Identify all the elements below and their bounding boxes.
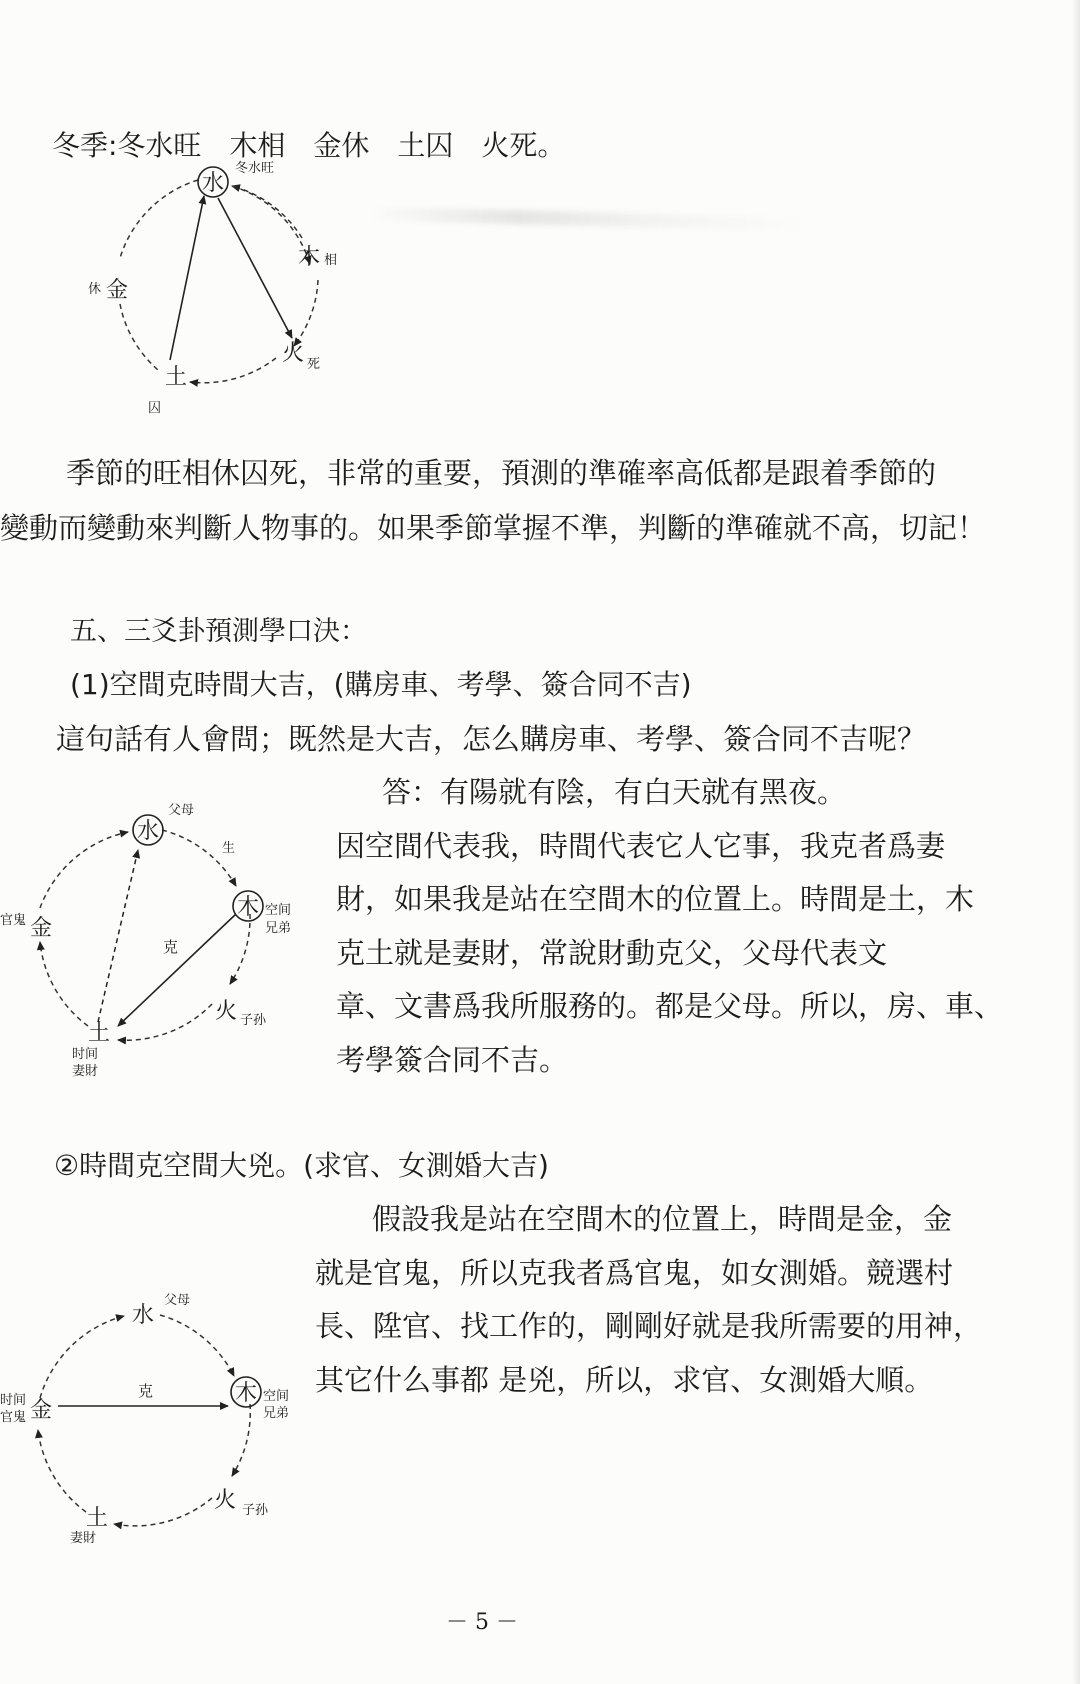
- rule1-body-1: 因空間代表我，時間代表它人它事，我克者爲妻: [336, 829, 946, 863]
- arc-earth-metal: [40, 942, 88, 1026]
- arc-metal-water: [40, 1316, 124, 1398]
- arc-water-wood: [162, 830, 236, 886]
- earth-label-wealth: 妻財: [72, 1064, 99, 1079]
- fire-label: 子孙: [242, 1503, 269, 1518]
- wood-char: 木: [234, 1381, 258, 1406]
- earth-label: 妻財: [70, 1531, 97, 1546]
- wood-label-brothers: 兄弟: [263, 1406, 290, 1421]
- water-char: 水: [136, 819, 160, 844]
- arrow-water-fire: [218, 198, 292, 338]
- wood-label: 相: [324, 253, 338, 268]
- metal-char: 金: [30, 916, 53, 941]
- wood-label-space: 空间: [263, 1389, 290, 1404]
- sheng-label: 生: [222, 841, 236, 856]
- winter-cycle-diagram: [80, 160, 360, 420]
- rule1-answer: 答：有陽就有陰，有白天就有黑夜。: [382, 775, 847, 809]
- arc-fire-earth: [118, 1004, 212, 1040]
- wood-char: 木: [236, 895, 260, 920]
- arc-water-wood: [120, 180, 198, 258]
- rule1-body-2: 財，如果我是站在空間木的位置上。時間是土，木: [336, 882, 975, 916]
- arc-wood-fire: [232, 1404, 250, 1476]
- arc-fire-earth: [114, 1498, 212, 1526]
- metal-label: 休: [88, 282, 102, 297]
- rule1-body-5: 考學簽合同不吉。: [336, 1043, 569, 1077]
- rule2-body-3: 長、陞官、找工作的，剛剛好就是我所需要的用神，: [315, 1309, 983, 1343]
- arrow-earth-water: [170, 196, 204, 360]
- winter-heading: 冬季:冬水旺 木相 金休 土囚 火死。: [52, 129, 566, 162]
- rule1-body-3: 克土就是妻財，常說財動克父，父母代表文: [336, 936, 888, 970]
- earth-label-time: 时间: [72, 1047, 99, 1062]
- water-label: 冬水旺: [235, 161, 275, 176]
- rule2-body-1: 假設我是站在空間木的位置上，時間是金，金: [372, 1202, 953, 1236]
- earth-char: 土: [86, 1506, 109, 1531]
- earth-char: 土: [165, 365, 188, 390]
- wood-label-space: 空间: [265, 903, 292, 918]
- fire-char: 火: [214, 1488, 237, 1513]
- fire-char: 火: [282, 341, 305, 366]
- arc-earth-metal: [190, 358, 276, 383]
- rule2-body-2: 就是官鬼，所以克我者爲官鬼，如女測婚。競選村: [315, 1256, 954, 1290]
- water-label: 父母: [168, 803, 195, 818]
- ke-label: 克: [163, 938, 179, 956]
- wood-char: 木: [298, 245, 321, 270]
- rule2-cycle-diagram: [0, 1280, 320, 1550]
- ke-label: 克: [138, 1382, 154, 1400]
- season-note-line2: 變動而變動來判斷人物事的。如果季節掌握不準，判斷的準確就不高，切記！: [0, 511, 987, 545]
- fire-label: 死: [307, 357, 321, 372]
- scan-edge-shadow: [1072, 0, 1080, 1684]
- wood-label-brothers: 兄弟: [265, 921, 292, 936]
- scan-smudge: [370, 207, 810, 232]
- metal-label-ghost: 官鬼: [0, 1410, 27, 1425]
- page-number: － 5 －: [446, 1610, 518, 1635]
- water-label: 父母: [164, 1293, 191, 1308]
- rule1-body-4: 章、文書爲我所服務的。都是父母。所以，房、車、: [336, 989, 1004, 1023]
- arc-wood-fire: [230, 914, 250, 984]
- rule2-body-4: 其它什么事都 是兇，所以，求官、女測婚大順。: [315, 1363, 934, 1397]
- rule1-cycle-diagram: [0, 800, 320, 1090]
- arc-metal-water: [40, 832, 128, 908]
- earth-label: 囚: [148, 401, 162, 416]
- rule1-question: 這句話有人會問；既然是大吉，怎么購房車、考學、簽合同不吉呢？: [56, 722, 927, 756]
- water-char: 水: [132, 1303, 155, 1328]
- section5-title: 五、三爻卦預測學口決：: [70, 616, 367, 647]
- fire-label: 子孙: [240, 1013, 267, 1028]
- metal-char: 金: [30, 1398, 53, 1423]
- arc-water-wood: [160, 1315, 234, 1376]
- rule1-heading: (1)空間克時間大吉，(購房車、考學、簽合同不吉): [70, 668, 692, 701]
- arc-earth-metal: [38, 1430, 86, 1512]
- fire-char: 火: [215, 999, 238, 1024]
- water-char: 水: [201, 171, 225, 196]
- metal-label: 官鬼: [0, 913, 27, 928]
- rule2-heading: ②時間克空間大兇。(求官、女測婚大吉): [54, 1149, 549, 1182]
- season-note-line1: 季節的旺相休囚死，非常的重要，預測的準確率高低都是跟着季節的: [66, 456, 937, 490]
- earth-char: 土: [88, 1021, 111, 1046]
- arrow-earth-water: [98, 850, 138, 1022]
- arc-metal-earth: [120, 304, 158, 370]
- arc-fire-earth: [294, 280, 318, 346]
- metal-char: 金: [106, 278, 129, 303]
- metal-label-time: 时间: [0, 1393, 27, 1408]
